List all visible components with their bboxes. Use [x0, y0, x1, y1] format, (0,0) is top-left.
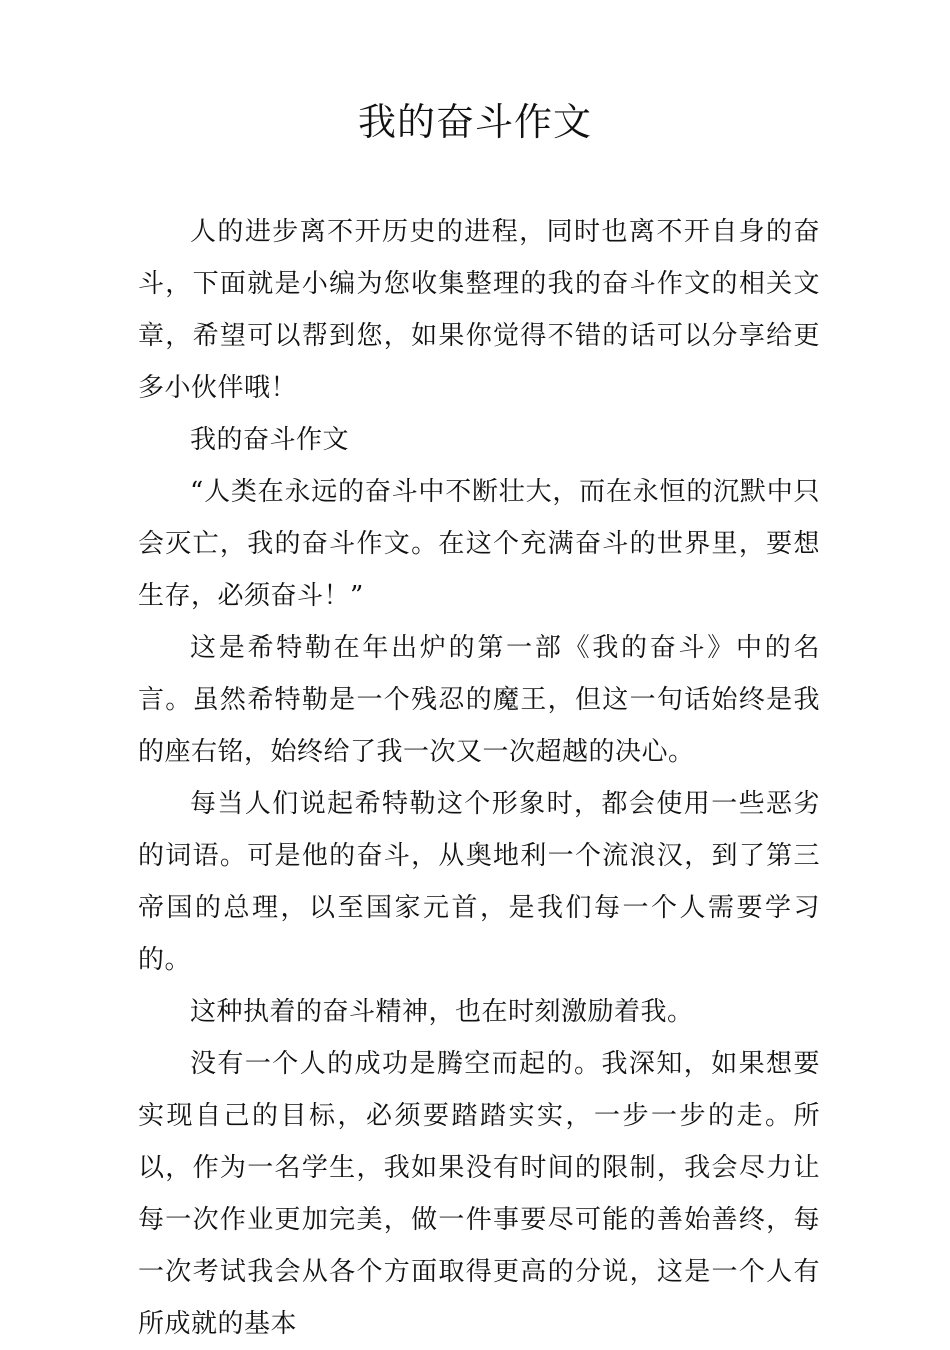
paragraph-quote: “人类在永远的奋斗中不断壮大，而在永恒的沉默中只会灭亡，我的奋斗作文。在这个充满奋斗的世界里，要想生存，必须奋斗！”: [138, 477, 820, 611]
paragraph-subtitle: 我的奋斗作文: [190, 425, 350, 455]
document-title: 我的奋斗作文: [357, 100, 592, 144]
paragraph-intro: 人的进步离不开历史的进程，同时也离不开自身的奋斗，下面就是小编为您收集整理的我的奋斗作文的相关文章，希望可以帮到您，如果你觉得不错的话可以分享给更多小伙伴哦！: [138, 217, 820, 403]
document-body: [138, 206, 820, 1350]
paragraph-inspiration: 这种执着的奋斗精神，也在时刻激励着我。: [190, 997, 694, 1027]
paragraph-reflection: 每当人们说起希特勒这个形象时，都会使用一些恶劣的词语。可是他的奋斗，从奥地利一个流浪汉，到了第三帝国的总理，以至国家元首，是我们每一个人需要学习的。: [138, 789, 820, 975]
paragraph-effort: 没有一个人的成功是腾空而起的。我深知，如果想要实现自己的目标，必须要踏踏实实，一步一步的走。所以，作为一名学生，我如果没有时间的限制，我会尽力让每一次作业更加完美，做一件事要尽可能的善始善终，每一次考试我会从各个方面取得更高的分说，这是一个人有所成就的基本: [138, 1049, 820, 1339]
paragraph-source: 这是希特勒在年出炉的第一部《我的奋斗》中的名言。虽然希特勒是一个残忍的魔王，但这一句话始终是我的座右铭，始终给了我一次又一次超越的决心。: [138, 633, 820, 767]
